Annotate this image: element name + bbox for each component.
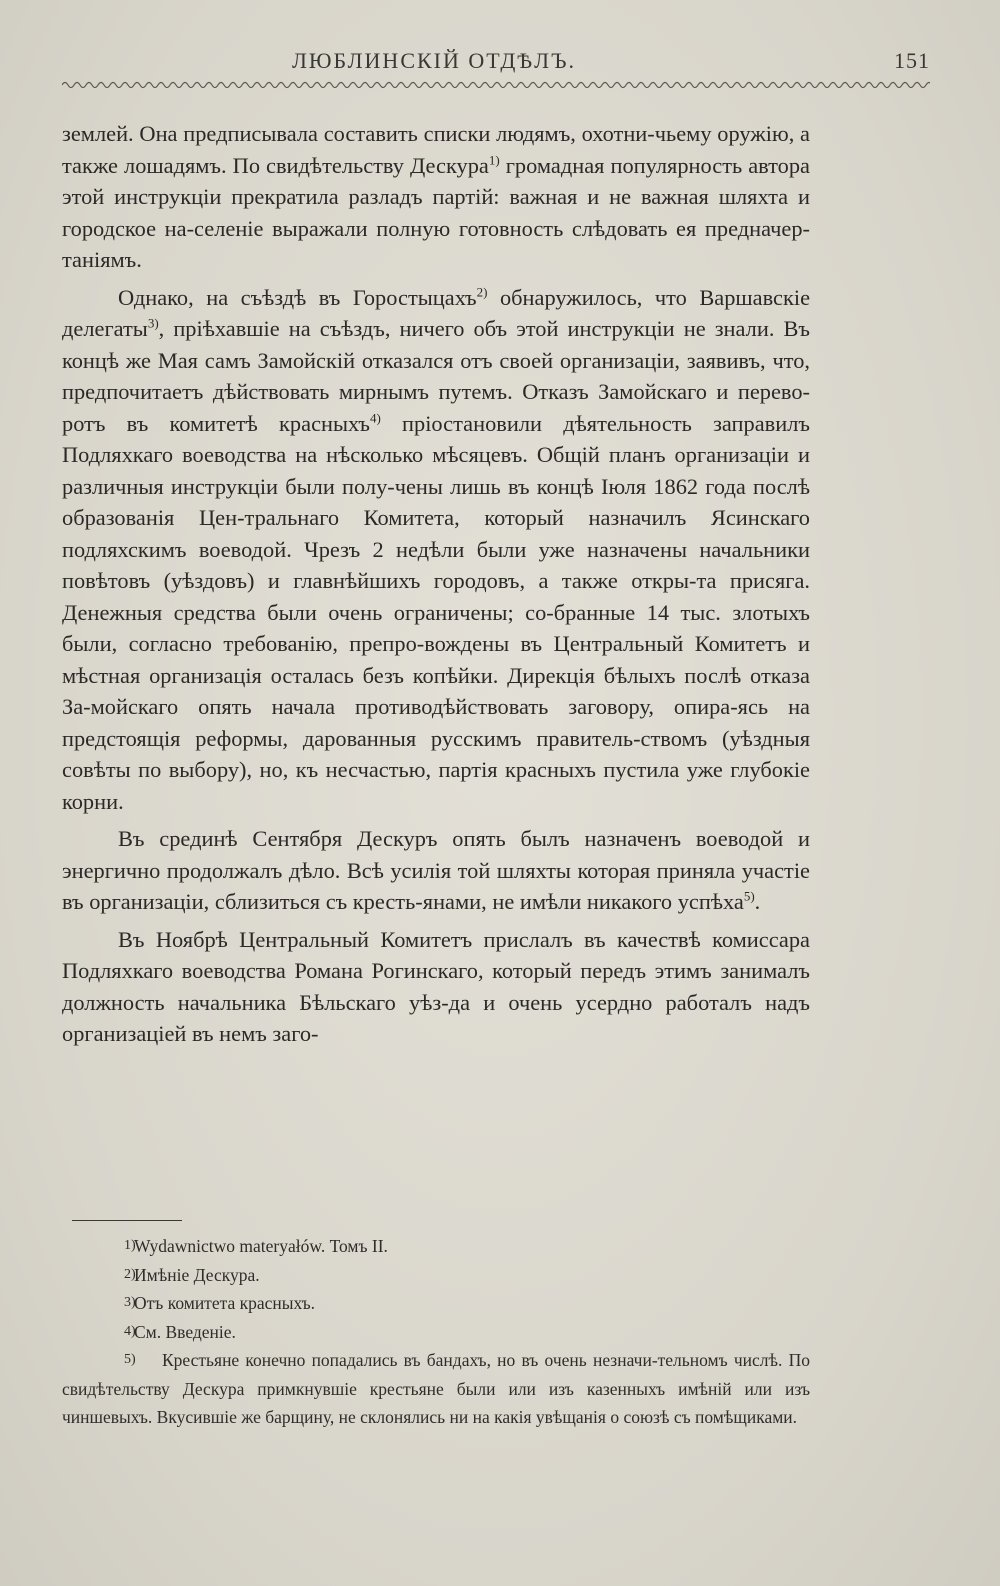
paragraph-2-text-b: обнаружилось, что Варшавскіе делегаты: [62, 284, 811, 341]
paragraph-3-text-b: .: [754, 889, 761, 914]
footnote-3: [62, 1289, 810, 1318]
footnote-4: [62, 1318, 810, 1347]
decorative-wavy-rule: [62, 78, 930, 92]
footnote-5: [62, 1346, 810, 1432]
paragraph-2-text-d: пріостановили дѣятельность заправилъ Подляхкаго воеводства на нѣсколько мѣсяцевъ. Общій планъ организаціи и различныя инструкціи были полу-чены лишь въ концѣ Іюля 1862 года послѣ образованія Цен-тральнаго Комитета, который назначилъ Ясинскаго подляхскимъ воеводой. Чрезъ 2 недѣли были уже назначены начальники повѣтовъ (уѣздовъ) и главнѣйшихъ городовъ, а также откры-та присяга. Денежныя средства были очень ограничены; со-бранные 14 тыс. злотыхъ были, согласно требованію, препро-вождены въ Центральный Комитетъ и мѣстная организація осталась безъ копѣйки. Дирекція бѣлыхъ послѣ отказа За-мойскаго опять начала противодѣйствовать заговору, опира-ясь на предстоящія реформы, дарованныя русскимъ правитель-ствомъ (уѣздныя совѣты по выбору), но, къ несчастью, партія красныхъ пустила уже глубокіе корни.: [62, 410, 810, 814]
footnote-ref-5: 5): [743, 888, 755, 904]
footnote-ref-1: 1): [488, 152, 500, 168]
footnotes: [62, 1232, 810, 1432]
paragraph-1: [62, 118, 810, 276]
paragraph-2: [62, 282, 810, 818]
paragraph-1-text-a: землей. Она предписывала составить списки людямъ, охотни-чьему оружію, а также лошадямъ. По свидѣтельству Дескура: [62, 121, 810, 178]
main-text: [62, 118, 810, 1050]
footnote-text: Имѣніе Дескура.: [134, 1264, 260, 1285]
paragraph-2-text-c: , пріѣхавшіе на съѣздъ, ничего объ этой инструкціи не знали. Въ концѣ же Мая самъ Замойскій отказался отъ своей организаціи, заявивъ, что, предпочитаетъ дѣйствовать мирнымъ путемъ. Отказъ Замойскаго и перево-ротъ въ комитетѣ красныхъ: [62, 316, 810, 436]
paragraph-4: [62, 924, 810, 1050]
running-title: ЛЮБЛИНСКІЙ ОТДѢЛЪ.: [292, 48, 577, 73]
footnote-mark: 3): [124, 1295, 136, 1310]
paragraph-3: [62, 823, 810, 918]
footnote-mark: 2): [124, 1266, 136, 1282]
page-number: 151: [894, 48, 930, 73]
footnote-text: Крестьяне конечно попадались въ бандахъ, но въ очень незначи-тельномъ числѣ. По свидѣтельству Дескура примкнувшіе крестьяне были или изъ казенныхъ имѣній или изъ чиншевыхъ. Вкусившіе же барщину, не склонялись ни на какія увѣщанія о союзѣ съ помѣщиками.: [62, 1350, 810, 1427]
paragraph-3-text-a: Въ срединѣ Сентября Дескуръ опять былъ назначенъ воеводой и энергично продолжалъ дѣло. Всѣ усилія той шляхты которая приняла участіе въ организаціи, сблизиться съ кресть-янами, не имѣли никакого успѣха: [62, 826, 810, 914]
footnote-ref-4: 4): [369, 410, 381, 426]
footnote-1: [62, 1232, 810, 1261]
footnote-ref-2: 2): [476, 284, 488, 300]
paragraph-4-text: Въ Ноябрѣ Центральный Комитетъ прислалъ въ качествѣ комиссара Подляхкаго воеводства Романа Рогинскаго, который передъ этимъ занималъ должность начальника Бѣльскаго уѣз-да и очень усердно работалъ надъ организаціей въ немъ заго-: [62, 926, 810, 1046]
footnote-mark: 5): [124, 1352, 136, 1367]
paragraph-2-text-a: Однако, на съѣздѣ въ Горостыцахъ: [118, 284, 477, 310]
footnote-mark: 4): [124, 1323, 136, 1339]
footnote-mark: 1): [124, 1238, 136, 1253]
paragraph-1-text-b: громадная популярность автора этой инструкціи прекратила разладъ партій: важная и не важная шляхта и городское на-селеніе выражали полную готовность слѣдовать ея предначер-таніямъ.: [62, 152, 810, 272]
footnote-text: См. Введеніе.: [134, 1321, 236, 1342]
footnote-2: [62, 1261, 810, 1290]
footnote-text: Отъ комитета красныхъ.: [134, 1293, 316, 1313]
footnote-separator: [72, 1220, 182, 1221]
footnote-text: Wydawnictwo materyałów. Томъ II.: [134, 1236, 388, 1256]
footnote-ref-3: 3): [147, 315, 159, 331]
